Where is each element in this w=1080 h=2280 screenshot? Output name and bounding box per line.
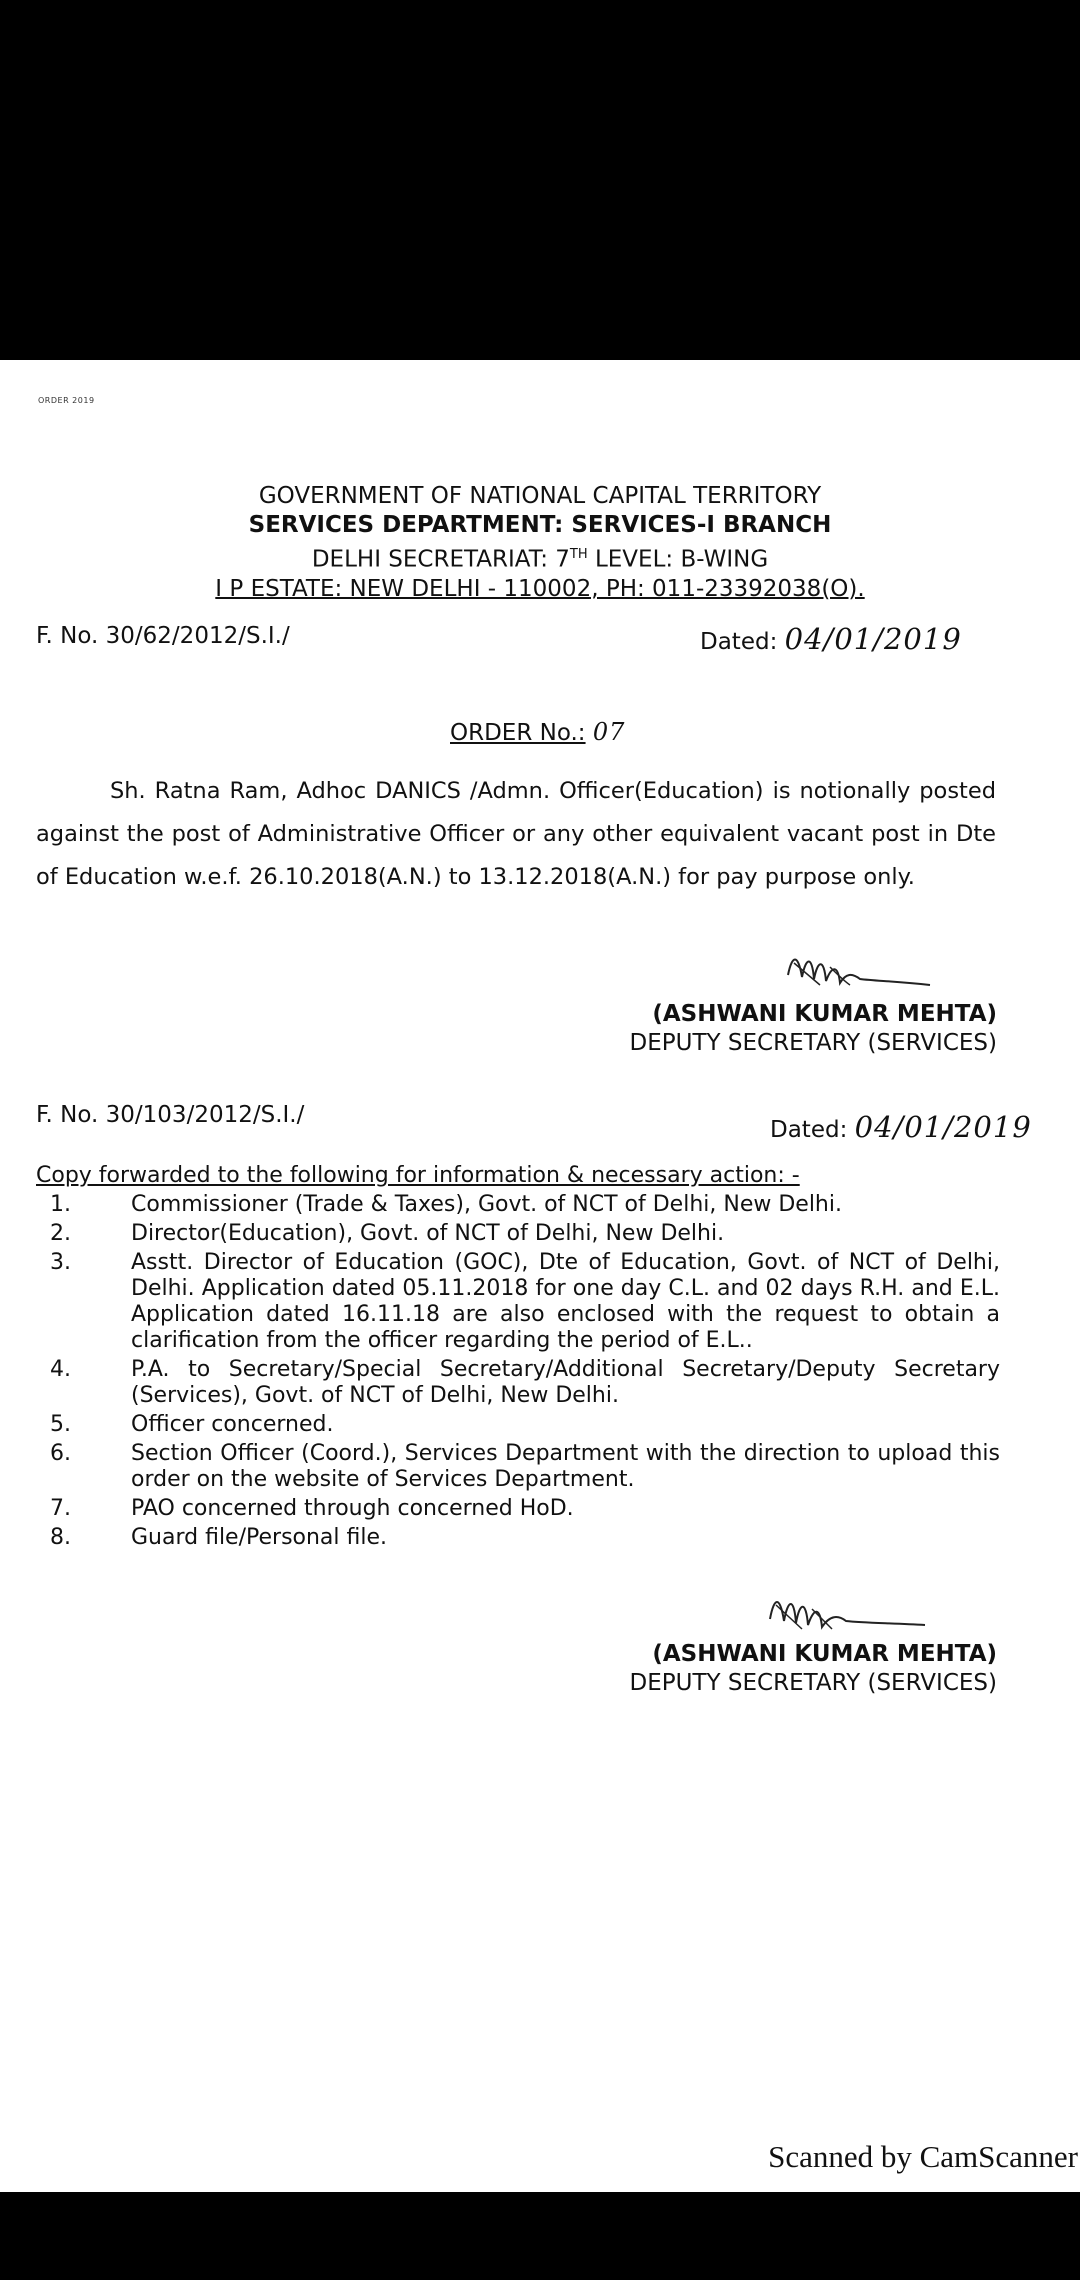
file-number-1: F. No. 30/62/2012/S.I./ [36, 623, 290, 649]
camscanner-watermark: Scanned by CamScanner [768, 2139, 1078, 2174]
signature-2 [760, 1585, 930, 1640]
dated-1: Dated: 04/01/2019 [700, 622, 962, 656]
header-line-3: DELHI SECRETARIAT: 7TH LEVEL: B-WING [311, 546, 769, 573]
header-line-4: I P ESTATE: NEW DELHI - 110002, PH: 011-23392038(O). [215, 575, 865, 602]
handwritten-date-1: 04/01/2019 [784, 622, 962, 656]
list-item: 6. Section Officer (Coord.), Services Department with the direction to upload this order on the website of Services Department. [50, 1441, 1000, 1492]
doc-ref-small: ORDER 2019 [38, 396, 95, 405]
list-item: 8. Guard file/Personal file. [50, 1525, 388, 1550]
order-paragraph: Sh. Ratna Ram, Adhoc DANICS /Admn. Officer(Education) is notionally posted against the post of Administrative Officer or any other equivalent vacant post in Dte of Education w.e.f. 26.10.2018(A.N.) to 13.12.2018(A.N.) for pay purpose only. [36, 778, 996, 890]
copy-forwarded-heading: Copy forwarded to the following for information & necessary action: - [36, 1163, 800, 1188]
list-item: 7. PAO concerned through concerned HoD. [50, 1496, 574, 1521]
signatory-name-2: (ASHWANI KUMAR MEHTA) [652, 1641, 997, 1667]
list-item: 5. Officer concerned. [50, 1412, 334, 1437]
handwritten-date-2: 04/01/2019 [854, 1110, 1032, 1144]
signature-1 [780, 945, 940, 995]
list-item: 3. Asstt. Director of Education (GOC), Dte of Education, Govt. of NCT of Delhi, Delhi. Application dated 05.11.2018 for one day C.L. and 02 days R.H. and E.L. Application dated 16.11.18 are also enclosed with the request to obtain a clarification from the officer regarding the period of E.L.. [50, 1250, 1000, 1353]
signatory-name-1: (ASHWANI KUMAR MEHTA) [652, 1001, 997, 1027]
file-number-2: F. No. 30/103/2012/S.I./ [36, 1102, 305, 1128]
letterhead [0, 482, 1080, 604]
list-item: 1. Commissioner (Trade & Taxes), Govt. of NCT of Delhi, New Delhi. [50, 1192, 842, 1217]
list-item: 4. P.A. to Secretary/Special Secretary/Additional Secretary/Deputy Secretary (Services), Govt. of NCT of Delhi, New Delhi. [50, 1357, 1000, 1408]
order-number: ORDER No.: 07 [450, 718, 626, 746]
list-item: 2. Director(Education), Govt. of NCT of Delhi, New Delhi. [50, 1221, 725, 1246]
distribution-list [36, 1192, 1000, 1554]
document-page [0, 360, 1080, 2192]
dated-2: Dated: 04/01/2019 [770, 1110, 1032, 1144]
signatory-title-1: DEPUTY SECRETARY (SERVICES) [629, 1030, 997, 1056]
signatory-title-2: DEPUTY SECRETARY (SERVICES) [629, 1670, 997, 1696]
header-line-1: GOVERNMENT OF NATIONAL CAPITAL TERRITORY [258, 483, 822, 509]
handwritten-order-no: 07 [592, 718, 626, 746]
header-line-2: SERVICES DEPARTMENT: SERVICES-I BRANCH [248, 512, 832, 538]
